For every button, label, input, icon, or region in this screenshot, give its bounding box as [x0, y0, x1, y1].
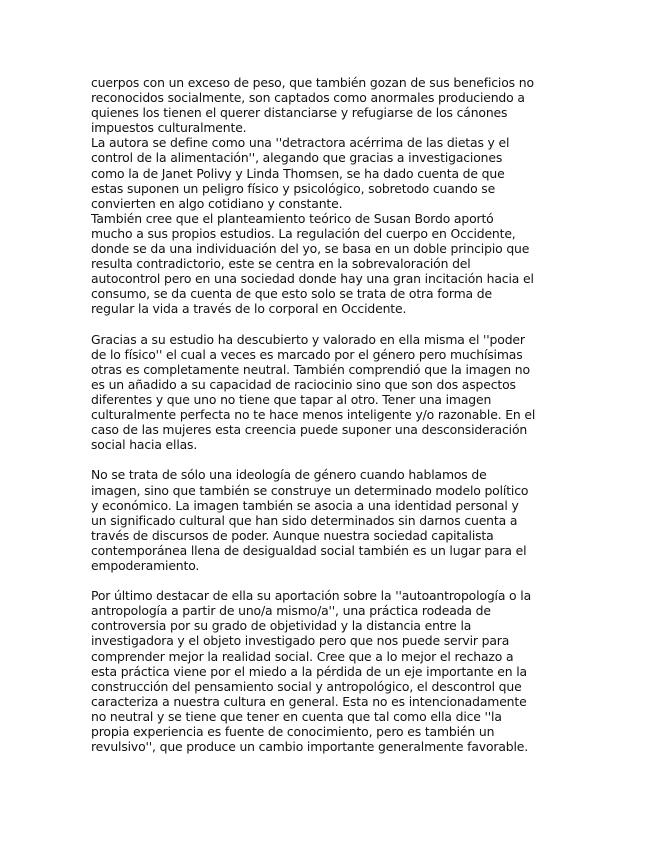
paragraph-body-ideal: cuerpos con un exceso de peso, que también gozan de sus beneficios no reconocidos socialmente, son captados como anormales produciendo a quienes los tienen el querer distanciarse y refugiarse de los cánones impuestos culturalmente. — [91, 75, 534, 136]
paragraph-poder-fisico: Gracias a su estudio ha descubierto y valorado en ella misma el ''poder de lo físico'' el cual a veces es marcado por el género pero muchísimas otras es completamente neutral. También comprendió que la imagen no es un añadido a su capacidad de raciocinio sino que son dos aspectos diferentes y que uno no tiene que tapar al otro. Tener una imagen culturalmente perfecta no te hace menos inteligente y/o razonable. En el caso de las mujeres esta creencia puede suponer una desconsideración social hacia ellas. — [91, 331, 536, 453]
paragraph-gap — [91, 452, 571, 467]
paragraph-susan-bordo: También cree que el planteamiento teórico de Susan Bordo aportó mucho a sus propios estudios. La regulación del cuerpo en Occidente, donde se da una individuación del yo, se basa en un doble principio que resulta contradictorio, este se centra en la sobrevaloración del autocontrol pero en una sociedad donde hay una gran incitación hacia el consumo, se da cuenta de que esto solo se trata de otra forma de regular la vida a través de lo corporal en Occidente. — [91, 210, 534, 317]
paragraph-autoantropologia: Por último destacar de ella su aportación sobre la ''autoantropología o la antropología a partir de uno/a mismo/a'', una práctica rodeada de controversia por su grado de objetividad y la distancia entre la investigadora y el objeto investigado pero que nos puede servir para comprender mejor la realidad social. Cree que a lo mejor el rechazo a esta práctica viene por el miedo a la pérdida de un eje importante en la construcción del pensamiento social y antropológico, el descontrol que caracteriza a nuestra cultura en general. Esta no es intencionadamente no neutral y se tiene que tener en cuenta que tal como ella dice ''la propia experiencia es fuente de conocimiento, pero es también un revulsivo'', que produce un cambio importante generalmente favorable. — [91, 588, 532, 755]
paragraph-dietas: La autora se define como una ''detractora acérrima de las dietas y el control de la alimentación'', alegando que gracias a investigaciones como la de Janet Polivy y Linda Thomsen, se ha dado cuenta de que estas suponen un peligro físico y psicológico, sobretodo cuando se convierten en algo cotidiano y constante. — [91, 135, 510, 211]
paragraph-gap — [91, 573, 571, 588]
document-body — [91, 75, 571, 754]
paragraph-ideologia-genero: No se trata de sólo una ideología de género cuando hablamos de imagen, sino que también se construye un determinado modelo político y económico. La imagen también se asocia a una identidad personal y un significado cultural que han sido determinados sin darnos cuenta a través de discursos de poder. Aunque nuestra sociedad capitalista contemporánea llena de desigualdad social también es un lugar para el empoderamiento. — [91, 467, 529, 573]
paragraph-gap — [91, 317, 571, 332]
